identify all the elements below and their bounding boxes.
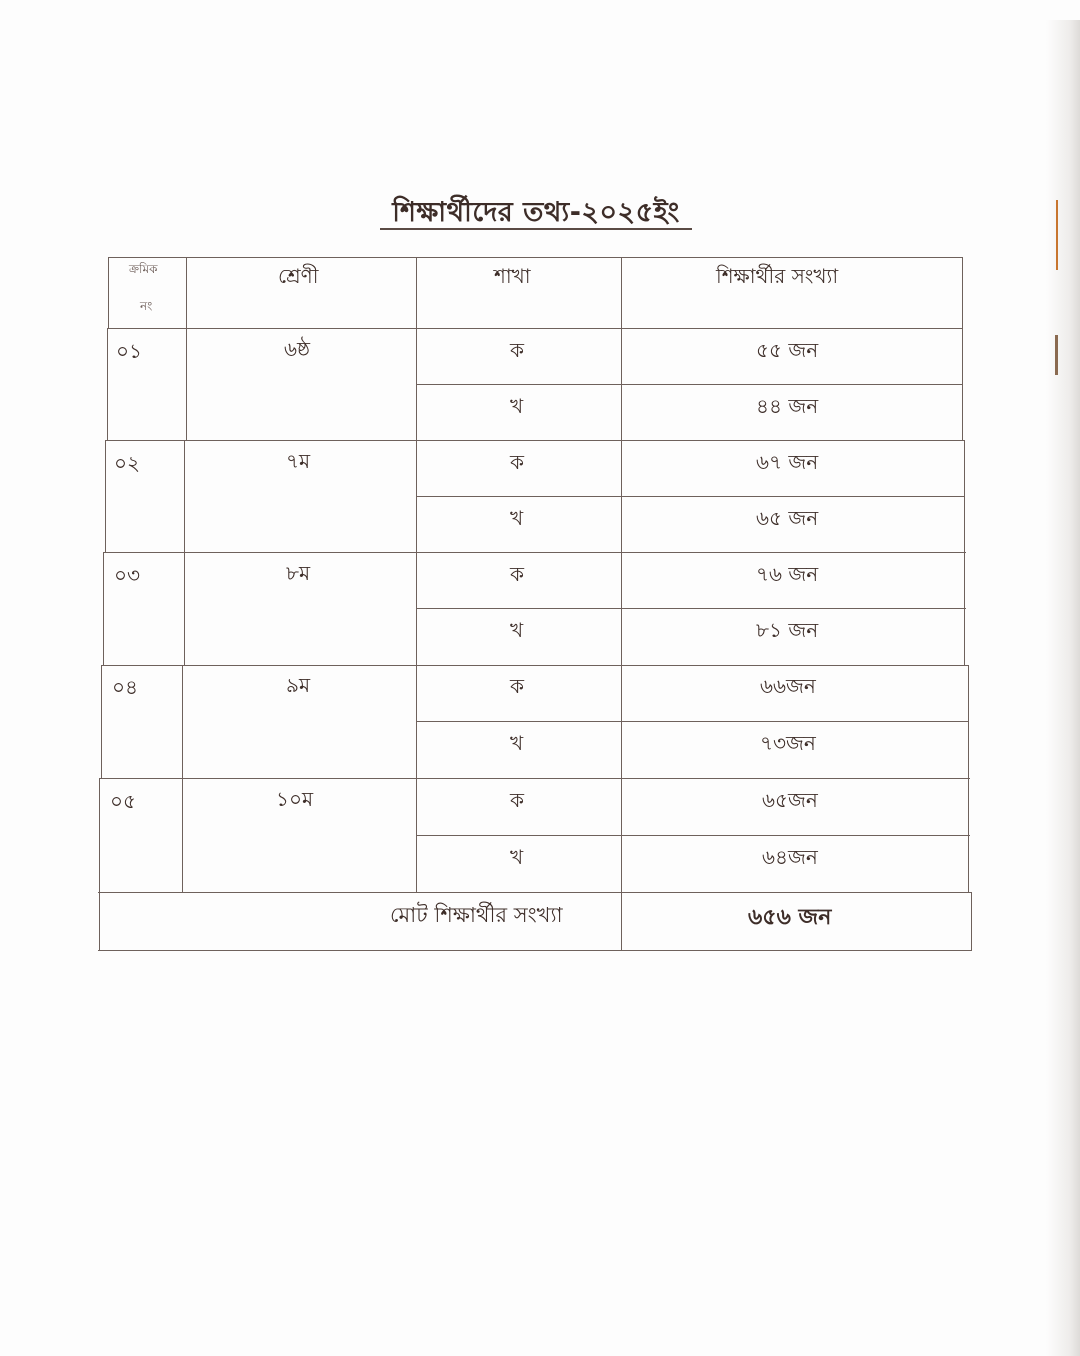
section-cell: ক xyxy=(510,450,524,474)
row-divider xyxy=(106,440,964,441)
row-divider xyxy=(416,835,970,836)
header-serial-line2: নং xyxy=(140,299,153,313)
class-cell: ৭ম xyxy=(286,449,311,473)
count-cell: ৭৬ জন xyxy=(756,562,819,586)
row-divider xyxy=(102,665,968,666)
header-class: শ্রেণী xyxy=(278,264,319,288)
total-value: ৬৫৬ জন xyxy=(748,905,832,930)
table-border-left xyxy=(101,665,102,779)
header-section: শাখা xyxy=(494,264,531,288)
count-cell: ৬৫ জন xyxy=(756,506,819,530)
table-border-bottom xyxy=(98,950,972,951)
table-border-left xyxy=(108,257,109,329)
count-cell: ৫৫ জন xyxy=(756,338,819,362)
row-divider xyxy=(104,552,966,553)
row-divider xyxy=(416,721,968,722)
section-cell: খ xyxy=(510,845,524,869)
table-border-left xyxy=(103,552,104,666)
serial-cell: ০৫ xyxy=(110,789,136,813)
section-cell: ক xyxy=(510,338,524,362)
row-divider xyxy=(416,384,963,385)
document-title: শিক্ষার্থীদের তথ্য-২০২৫ইং xyxy=(392,197,680,228)
section-column-divider xyxy=(621,257,622,950)
serial-cell: ০১ xyxy=(116,339,142,363)
row-divider xyxy=(100,778,970,779)
row-divider xyxy=(416,496,964,497)
section-cell: ক xyxy=(510,674,524,698)
serial-cell: ০৪ xyxy=(112,675,138,699)
section-cell: খ xyxy=(510,506,524,530)
table-border-right xyxy=(964,440,965,665)
serial-column-divider xyxy=(182,665,183,892)
class-cell: ৬ষ্ঠ xyxy=(284,337,311,361)
table-border-right xyxy=(971,892,972,951)
serial-cell: ০৩ xyxy=(114,563,141,587)
table-border-left xyxy=(105,440,106,553)
header-bottom-line xyxy=(107,328,963,329)
serial-column-divider xyxy=(186,257,187,440)
count-cell: ৬৭ জন xyxy=(756,450,819,474)
count-cell: ৬৫জন xyxy=(762,788,818,812)
header-serial-line1: ক্রমিক xyxy=(129,262,158,276)
section-cell: খ xyxy=(510,731,524,755)
count-cell: ৬৪জন xyxy=(762,845,818,869)
section-cell: ক xyxy=(510,562,524,586)
table-border-left xyxy=(107,328,108,441)
header-student-count: শিক্ষার্থীর সংখ্যা xyxy=(716,264,839,288)
table-border-right xyxy=(962,257,963,440)
table-border-left xyxy=(99,778,100,951)
count-cell: ৪৪ জন xyxy=(756,394,819,418)
class-cell: ১০ম xyxy=(276,787,314,811)
row-divider xyxy=(416,608,966,609)
count-cell: ৭৩জন xyxy=(760,731,816,755)
row-divider xyxy=(98,892,972,893)
section-cell: খ xyxy=(510,394,524,418)
table-border-right xyxy=(968,665,969,892)
section-cell: ক xyxy=(510,788,524,812)
serial-column-divider xyxy=(184,440,185,665)
serial-cell: ০২ xyxy=(114,451,141,475)
count-cell: ৬৬জন xyxy=(760,674,816,698)
section-cell: খ xyxy=(510,618,524,642)
total-label: মোট শিক্ষার্থীর সংখ্যা xyxy=(390,903,563,927)
count-cell: ৮১ জন xyxy=(756,618,819,642)
table-border-top xyxy=(108,257,962,258)
class-cell: ৮ম xyxy=(286,561,311,585)
class-column-divider xyxy=(416,257,417,892)
class-cell: ৯ম xyxy=(286,673,311,697)
